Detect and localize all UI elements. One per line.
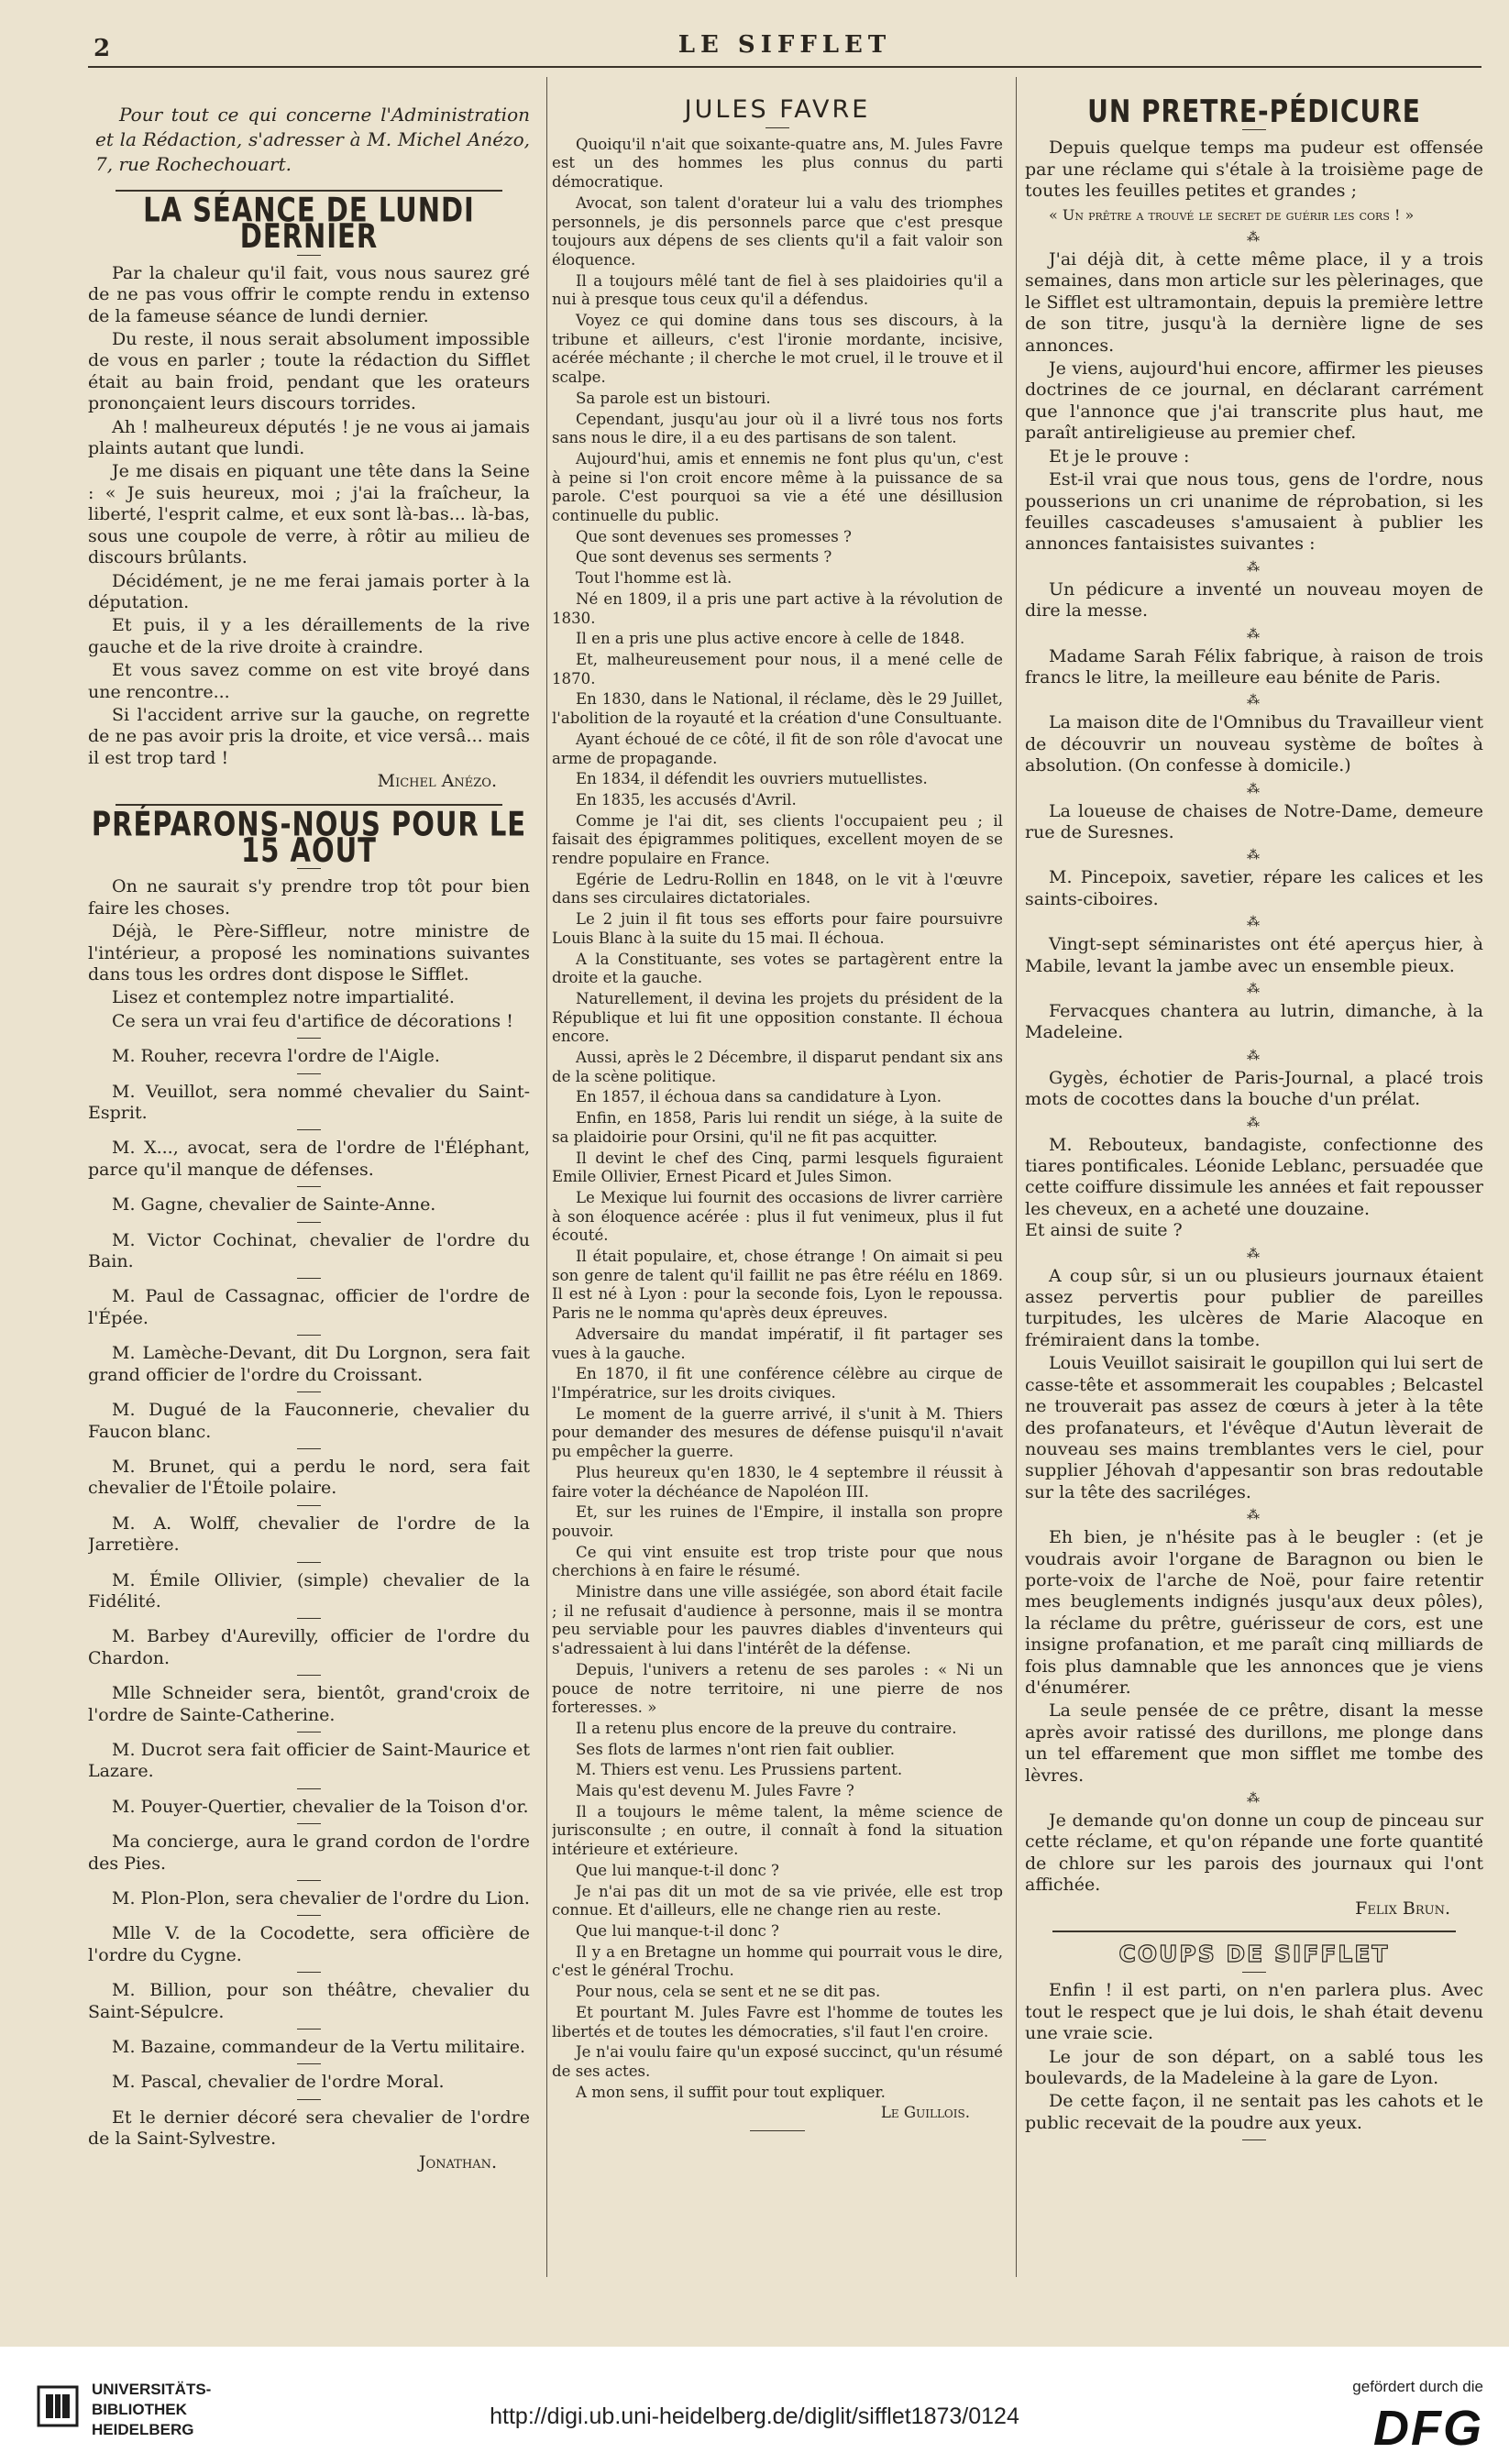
paragraph: Le Mexique lui fournit des occasions de livrer carrière à son éloquence acérée : plus il fut venimeux, plus il fut écouté.	[552, 1188, 1003, 1245]
masthead	[88, 31, 1481, 68]
list-item: Gygès, échotier de Paris-Journal, a placé trois mots de cocottes dans la bouche d'un prélat.	[1025, 1067, 1483, 1110]
asterism-icon: ⁂	[1247, 915, 1261, 930]
signature: Jonathan.	[418, 2151, 497, 2172]
paragraph: En 1830, dans le National, il réclame, dès le 29 Juillet, l'abolition de la royauté et la création d'une Consultuante.	[552, 690, 1003, 728]
divider	[297, 1675, 321, 1676]
paragraph: Et, malheureusement pour nous, il a mené celle de 1870.	[552, 650, 1003, 688]
asterism-icon: ⁂	[1247, 1048, 1261, 1063]
paragraph: En 1834, il défendit les ouvriers mutuellistes.	[576, 770, 928, 788]
signature: Felix Brun.	[1355, 1898, 1450, 1919]
paragraph: Ce sera un vrai feu d'artifice de décorations !	[112, 1010, 513, 1031]
paragraph: Il devint le chef des Cinq, parmi lesquels figuraient Emile Ollivier, Ernest Picard et Jules Simon.	[552, 1149, 1003, 1186]
divider	[297, 1915, 321, 1916]
paragraph: Il en a pris une plus active encore à celle de 1848.	[576, 630, 965, 648]
list-item: Vingt-sept séminaristes ont été aperçus hier, à Mabile, levant la jambe avec un ensemble pieux.	[1025, 934, 1483, 976]
paragraph: Est-il vrai que nous tous, gens de l'ordre, nous pousserions un cri unanime de réprobation, si les feuilles cascadeuses s'amusaient à publier les annonces fantaisistes suivantes :	[1025, 469, 1483, 555]
divider	[1242, 1972, 1266, 1973]
paragraph: Il y a en Bretagne un homme qui pourrait vous le dire, c'est le général Trochu.	[552, 1942, 1003, 1980]
article-body	[552, 136, 1003, 2103]
list-item: M. Bazaine, commandeur de la Vertu militaire.	[112, 2037, 525, 2058]
paragraph: Enfin ! il est parti, on n'en parlera plus. Avec tout le respect que je lui dois, le shah était devenu une vraie scie.	[1025, 1980, 1483, 2044]
permalink[interactable]: http://digi.ub.uni-heidelberg.de/diglit/sifflet1873/0124	[490, 2404, 1019, 2429]
paragraph: Et je le prouve :	[1049, 446, 1190, 467]
divider	[297, 1186, 321, 1187]
paragraph: M. Thiers est venu. Les Prussiens partent.	[576, 1761, 903, 1779]
list-item: M. Pincepoix, savetier, répare les calices et les saints-ciboires.	[1025, 867, 1483, 909]
list-item: La loueuse de chaises de Notre-Dame, demeure rue de Suresnes.	[1025, 800, 1483, 842]
paragraph: Voyez ce qui domine dans tous ses discours, à la tribune et ailleurs, c'est l'ironie mordante, incisive, acérée méchante ; il cherche le mot cruel, il le trouve et il scalpe.	[552, 312, 1003, 387]
paragraph: Il a retenu plus encore de la preuve du contraire.	[576, 1719, 957, 1737]
list-item: M. Pouyer-Quertier, chevalier de la Toison d'or.	[112, 1796, 529, 1817]
library-name-line: HEIDELBERG	[92, 2421, 194, 2438]
column-divider	[1016, 77, 1017, 2277]
paragraph: Pour nous, cela se sent et ne se dit pas.	[576, 1983, 881, 2001]
paragraph: Que sont devenus ses serments ?	[576, 548, 832, 566]
paragraph: Eh bien, je n'hésite pas à le beugler : (et je voudrais avoir l'organe de Baragnon ou bien le porte-voix de l'arche de Noë, pour faire retentir mes beuglements indignés jusqu'aux deux pôles), la réclame du prêtre, guérisseur de cors, est une insigne profanation, et me paraît cinq milliards de fois plus damnable que les annonces que je viens d'énumérer.	[1025, 1527, 1483, 1698]
paragraph: Il a toujours le même talent, la même science de jurisconsulte ; en outre, il connaît à fond la situation intérieure et extérieure.	[552, 1802, 1003, 1859]
paragraph: Le moment de la guerre arrivé, il s'unit à M. Thiers pour demander des mesures de défense puisqu'il n'avait pu empêcher la guerre.	[552, 1404, 1003, 1461]
column-right	[1025, 88, 1483, 2325]
divider	[1052, 1930, 1456, 1932]
divider	[766, 127, 789, 128]
asterism-icon: ⁂	[1247, 626, 1261, 642]
paragraph: Lisez et contemplez notre impartialité.	[112, 987, 455, 1008]
list-item: La maison dite de l'Omnibus du Travailleur vient de découvrir un nouveau système de boîtes à absolution. (On confesse à domicile.)	[1025, 712, 1483, 776]
list-item: Mlle V. de la Cocodette, sera officière de l'ordre du Cygne.	[88, 1923, 530, 1965]
paragraph: Né en 1809, il a pris une part active à la révolution de 1830.	[552, 589, 1003, 627]
divider	[297, 1222, 321, 1223]
paragraph: Depuis, l'univers a retenu de ses paroles : « Ni un pouce de notre territoire, ni une pierre de nos forteresses. »	[552, 1660, 1003, 1717]
paragraph: Ministre dans une ville assiégée, son abord était facile ; il ne refusait d'audience à personne, mais il se montra peu serviable pour les pauvres diables d'inventeurs qui s'adressaient à lui dans l'intérêt de la défense.	[552, 1583, 1003, 1658]
list-item: M. Rebouteux, bandagiste, confectionne des tiares pontificales. Léonide Leblanc, persuadée que cette coiffure dissimule les années et fait repousser les cheveux, en a acheté une douzaine. Et ainsi de suite ?	[1025, 1134, 1483, 1241]
paragraph: Que lui manque-t-il donc ?	[576, 1921, 779, 1940]
asterism-icon: ⁂	[1247, 1246, 1261, 1261]
paragraph: En 1870, il fit une conférence célèbre au cirque de l'Impératrice, sur les droits civiques.	[552, 1365, 1003, 1402]
paragraph: Depuis quelque temps ma pudeur est offensée par une réclame qui s'étale à la troisième page de toutes les feuilles petites et grandes ;	[1025, 138, 1483, 202]
paragraph: Que sont devenues ses promesses ?	[576, 527, 852, 545]
divider	[297, 1038, 321, 1039]
page-number: 2	[94, 35, 111, 62]
paragraph: Ses flots de larmes n'ont rien fait oublier.	[576, 1740, 895, 1758]
asterism-icon: ⁂	[1247, 230, 1261, 246]
divider	[297, 1335, 321, 1336]
divider	[297, 1618, 321, 1619]
paragraph: Décidément, je ne me ferai jamais porter à la députation.	[88, 570, 530, 612]
paragraph: Et pourtant M. Jules Favre est l'homme de toutes les libertés et de toutes les démocraties, s'il faut l'en croire.	[552, 2003, 1003, 2040]
paragraph: Le jour de son départ, on a sablé tous les boulevards, de la Madeleine à la gare de Lyon.	[1025, 2046, 1483, 2089]
paragraph: Ayant échoué de ce côté, il fit de son rôle d'avocat une arme de propagande.	[552, 730, 1003, 767]
divider	[297, 1562, 321, 1563]
list-item: M. Rouher, recevra l'ordre de l'Aigle.	[112, 1046, 440, 1067]
library-name-line: BIBLIOTHEK	[92, 2401, 187, 2418]
paragraph: Que lui manque-t-il donc ?	[576, 1861, 779, 1879]
list-item: Fervacques chantera au lutrin, dimanche, à la Madeleine.	[1025, 1001, 1483, 1043]
paragraph: Tout l'homme est là.	[576, 569, 732, 588]
paragraph: Cependant, jusqu'au jour où il a livré tous nos forts sans nous le dire, il a eu des partisans de son talent.	[552, 410, 1003, 447]
paragraph: Naturellement, il devina les projets du président de la République et lui fit une opposition constante. Il échoua encore.	[552, 989, 1003, 1046]
paragraph: Il était populaire, et, chose étrange ! On aimait si peu son genre de talent qu'il faillit ne pas être réélu en 1869. Il est né à Lyon : pour la seconde fois, Lyon le repoussa. Paris ne le nomma qu'après deux épreuves.	[552, 1248, 1003, 1323]
paragraph: Mais qu'est devenu M. Jules Favre ?	[576, 1782, 854, 1800]
signature: Le Guillois.	[880, 2104, 970, 2122]
article-title: JULES FAVRE	[684, 95, 871, 124]
funding-note: gefördert durch die	[1352, 2378, 1483, 2395]
paragraph: De cette façon, il ne sentait pas les cahots et le public recevait de la poudre aux yeux.	[1025, 2091, 1483, 2133]
paper-title: LE SIFFLET	[677, 31, 892, 59]
paragraph: Si l'accident arrive sur la gauche, on regrette de ne pas avoir pris la droite, et vice versâ... mais il est trop tard !	[88, 704, 530, 768]
list-item: M. Gagne, chevalier de Sainte-Anne.	[112, 1194, 436, 1216]
paragraph: Sa parole est un bistouri.	[576, 389, 771, 407]
paragraph: A la Constituante, ses votes se partagèrent entre la droite et la gauche.	[552, 950, 1003, 987]
divider	[297, 1880, 321, 1881]
paragraph: Aussi, après le 2 Décembre, il disparut pendant six ans de la scène politique.	[552, 1049, 1003, 1085]
paragraph: Ce qui vint ensuite est trop triste pour que nous cherchions à en faire le résumé.	[552, 1543, 1003, 1580]
asterism-icon: ⁂	[1247, 559, 1261, 575]
divider	[297, 1278, 321, 1279]
list-item: Mlle Schneider sera, bientôt, grand'croix de l'ordre de Sainte-Catherine.	[88, 1683, 530, 1725]
column-divider	[546, 77, 547, 2277]
dfg-logo[interactable]: DFG	[1373, 2401, 1483, 2456]
asterism-icon: ⁂	[1247, 1791, 1261, 1806]
paragraph: Je n'ai voulu faire qu'un exposé succinct, qu'un résumé de ses actes.	[552, 2043, 1003, 2080]
divider	[297, 1448, 321, 1449]
list-item: Un pédicure a inventé un nouveau moyen de dire la messe.	[1025, 578, 1483, 622]
divider	[297, 1073, 321, 1074]
list-item: Ma concierge, aura le grand cordon de l'ordre des Pies.	[88, 1832, 530, 1874]
article-title: LA SÉANCE DE LUNDI DERNIER	[143, 190, 475, 257]
asterism-icon: ⁂	[1247, 1115, 1261, 1130]
divider	[297, 1972, 321, 1973]
article-title: UN PRETRE-PÉDICURE	[1087, 93, 1421, 130]
list-item: M. Émile Ollivier, (simple) chevalier de la Fidélité.	[88, 1569, 530, 1612]
divider	[297, 1823, 321, 1824]
column-left	[88, 88, 530, 2325]
paragraph: A mon sens, il suffit pour tout expliquer.	[576, 2083, 886, 2101]
paragraph: Ah ! malheureux députés ! je ne vous ai jamais plaints autant que lundi.	[88, 416, 530, 459]
paragraph: Comme je l'ai dit, ses clients l'occupaient peu ; il faisait des épigrammes politiques, excellent moyen de se rendre populaire en France.	[552, 811, 1003, 868]
paragraph: J'ai déjà dit, à cette même place, il y a trois semaines, dans mon article sur les pèlerinages, que le Sifflet est ultramontain, depuis la première lettre de son titre, jusqu'à la dernière ligne de ses annonces.	[1025, 249, 1483, 356]
divider	[297, 1129, 321, 1130]
list-item: M. Ducrot sera fait officier de Saint-Maurice et Lazare.	[88, 1739, 530, 1782]
list-item: M. Pascal, chevalier de l'ordre Moral.	[112, 2072, 445, 2093]
signature: Michel Anézo.	[377, 771, 497, 792]
asterism-icon: ⁂	[1247, 781, 1261, 797]
divider	[1242, 129, 1266, 130]
quoted-advertisement: « Un prêtre a trouvé le secret de guérir les cors ! »	[1049, 205, 1415, 224]
list-item: M. A. Wolff, chevalier de l'ordre de la Jarretière.	[88, 1512, 530, 1556]
paragraph: Et vous savez comme on est vite broyé dans une rencontre...	[88, 660, 530, 702]
paragraph: Et puis, il y a les déraillements de la rive gauche et de la rive droite à craindre.	[88, 615, 530, 657]
divider	[297, 2029, 321, 2030]
paragraph: Adversaire du mandat impératif, il fit partager ses vues à la gauche.	[552, 1325, 1003, 1362]
divider	[297, 1505, 321, 1506]
paragraph: Je viens, aujourd'hui encore, affirmer les pieuses doctrines de ce journal, en déclarant carrément que l'annonce que j'ai transcrite plus haut, me paraît antireligieuse au premier chef.	[1025, 358, 1483, 444]
paragraph: La seule pensée de ce prêtre, disant la messe après avoir ratissé des durillons, me plonge dans un tel effarement que mon sifflet me tombe des lèvres.	[1025, 1700, 1483, 1786]
list-item: M. Barbey d'Aurevilly, officier de l'ordre du Chardon.	[88, 1626, 530, 1668]
paragraph: Louis Veuillot saisirait le goupillon qui lui sert de casse-tête et assommerait les coupables ; Belcastel ne trouverait pas assez de cœurs à jeter à la tête des profanateurs, et l'évêque d'Autun lèverait de nouveau ses mains tremblantes vers le ciel, pour supplier Jéhovah d'appesantir son bras redoutable sur la tête des sacriléges.	[1025, 1353, 1483, 1502]
library-name-line: UNIVERSITÄTS-	[92, 2381, 212, 2398]
paragraph: Il a toujours mêlé tant de fiel à ses plaidoiries qu'il a nui à presque tous ceux qu'il a défendus.	[552, 271, 1003, 309]
list-item: M. Dugué de la Fauconnerie, chevalier du Faucon blanc.	[88, 1400, 530, 1442]
paragraph: Enfin, en 1858, Paris lui rendit un siége, à la suite de sa plaidoirie pour Orsini, qu'il ne fit pas acquitter.	[552, 1109, 1003, 1146]
list-item: M. Plon-Plon, sera chevalier de l'ordre du Lion.	[112, 1888, 530, 1908]
paragraph: Aujourd'hui, amis et ennemis ne font plus qu'un, c'est à peine si l'on croit encore même à la puissance de sa parole. C'est pourquoi sa vie a été une désillusion continuelle du public.	[552, 449, 1003, 525]
paragraph: Je me disais en piquant une tête dans la Seine : « Je suis heureux, moi ; j'ai la fraîcheur, la liberté, l'esprit calme, et eux sont là-bas... là-bas, sous une coupole de verre, à rôtir au milieu de discours brûlants.	[88, 461, 530, 568]
paragraph: Le 2 juin il fit tous ses efforts pour faire poursuivre Louis Blanc à la suite du 15 mai. Il échoua.	[552, 910, 1003, 947]
paragraph: En 1835, les accusés d'Avril.	[576, 790, 797, 808]
asterism-icon: ⁂	[1247, 1508, 1261, 1524]
list-item: M. Paul de Cassagnac, officier de l'ordre de l'Épée.	[88, 1286, 530, 1328]
paragraph: Je demande qu'on donne un coup de pinceau sur cette réclame, et qu'on répande une forte quantité de chlore sur les parois des journaux qui l'ont affichée.	[1025, 1810, 1483, 1896]
divider	[750, 2130, 805, 2131]
paragraph: Egérie de Ledru-Rollin en 1848, on le vit à l'œuvre dans ses circulaires dictatoriales.	[552, 870, 1003, 908]
administration-notice: Pour tout ce qui concerne l'Administration et la Rédaction, s'adresser à M. Michel Anézo, 7, rue Rochechouart.	[95, 104, 530, 175]
paragraph: Plus heureux qu'en 1830, le 4 septembre il réussit à faire voter la déchéance de Napoléon III.	[552, 1463, 1003, 1501]
paragraph: On ne saurait s'y prendre trop tôt pour bien faire les choses.	[88, 876, 530, 918]
section-title: COUPS DE SIFFLET	[1118, 1941, 1390, 1968]
column-middle	[552, 88, 1003, 2196]
article-title: PRÉPARONS-NOUS POUR LE 15 AOUT	[91, 804, 527, 870]
paragraph: Déjà, le Père-Siffleur, notre ministre de l'intérieur, a proposé les nominations suivantes dans tous les ordres dont dispose le Sifflet.	[88, 921, 530, 984]
divider	[297, 1788, 321, 1789]
paragraph: Par la chaleur qu'il fait, vous nous saurez gré de ne pas vous offrir le compte rendu in extenso de la fameuse séance de lundi dernier.	[88, 262, 530, 326]
list-item: M. Brunet, qui a perdu le nord, sera fait chevalier de l'Étoile polaire.	[88, 1456, 530, 1499]
divider	[297, 2063, 321, 2064]
paragraph: Quoiqu'il n'ait que soixante-quatre ans, M. Jules Favre est un des hommes les plus connus du parti démocratique.	[552, 135, 1003, 192]
paragraph: A coup sûr, si un ou plusieurs journaux étaient assez pervertis pour publier de pareilles turpitudes, les ulcères de Marie Alacoque en frémiraient dans la tombe.	[1025, 1265, 1483, 1350]
paragraph: Avocat, son talent d'orateur lui a valu des triomphes personnels, je dis personnels parce que c'est presque toujours aux dépens de ses clients qu'il a fait valoir son éloquence.	[552, 193, 1003, 269]
paragraph: Du reste, il nous serait absolument impossible de vous en parler ; toute la rédaction du Sifflet était au bain froid, pendant que les orateurs prononçaient leurs discours torrides.	[88, 329, 530, 414]
paragraph: En 1857, il échoua dans sa candidature à Lyon.	[576, 1088, 942, 1106]
list-item: M. Billion, pour son théâtre, chevalier du Saint-Sépulcre.	[88, 1980, 530, 2022]
paragraph: Je n'ai pas dit un mot de sa vie privée, elle est trop connue. Et d'ailleurs, elle ne change rien au reste.	[552, 1882, 1003, 1920]
list-item: M. Lamèche-Devant, dit Du Lorgnon, sera fait grand officier de l'ordre du Croissant.	[88, 1343, 530, 1385]
list-item: Et le dernier décoré sera chevalier de l'ordre de la Saint-Sylvestre.	[88, 2106, 530, 2150]
list-item: M. X..., avocat, sera de l'ordre de l'Éléphant, parce qu'il manque de défenses.	[88, 1138, 530, 1180]
list-item: M. Victor Cochinat, chevalier de l'ordre du Bain.	[88, 1229, 530, 1272]
asterism-icon: ⁂	[1247, 848, 1261, 864]
list-item: Madame Sarah Félix fabrique, à raison de trois francs le litre, la meilleure eau bénite de Paris.	[1025, 645, 1483, 688]
paragraph: Et, sur les ruines de l'Empire, il installa son propre pouvoir.	[552, 1503, 1003, 1540]
divider	[297, 2099, 321, 2100]
list-item: M. Veuillot, sera nommé chevalier du Saint-Esprit.	[88, 1081, 530, 1124]
fantasy-ads-list	[1025, 561, 1483, 1242]
asterism-icon: ⁂	[1247, 693, 1261, 709]
asterism-icon: ⁂	[1247, 982, 1261, 996]
